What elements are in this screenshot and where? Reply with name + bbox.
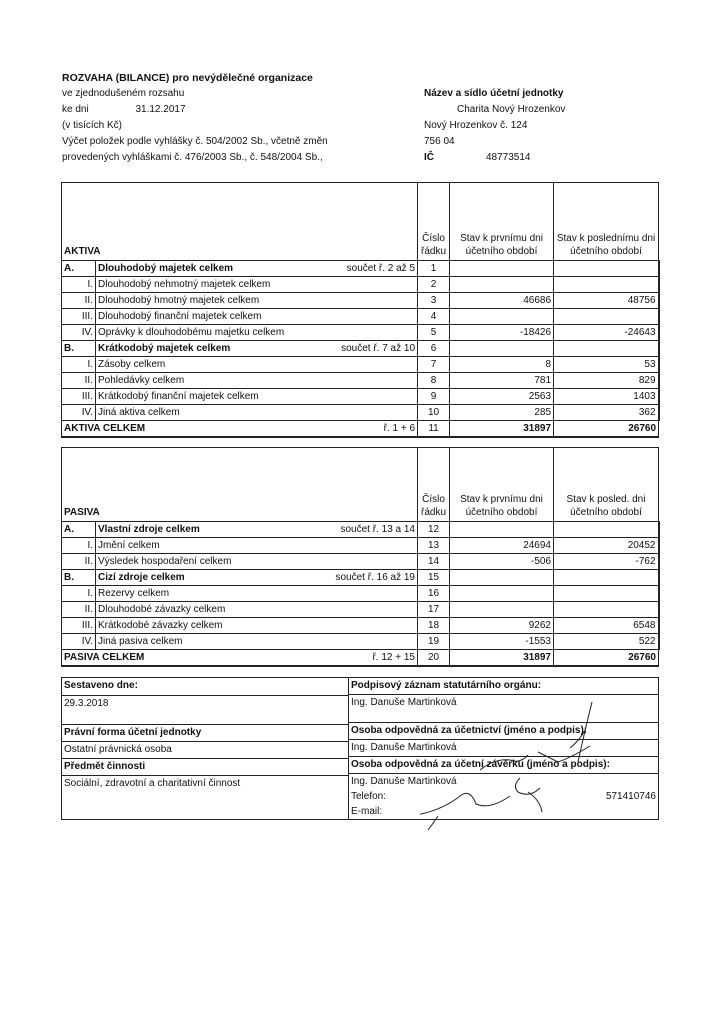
row-first-value xyxy=(450,309,554,325)
row-label xyxy=(96,293,418,309)
row-first-value: 781 xyxy=(450,373,554,389)
row-number: 16 xyxy=(418,586,450,602)
closing-value: Ing. Danuše Martinková xyxy=(351,776,457,787)
aktiva-table xyxy=(61,182,660,438)
row-last-value: 53 xyxy=(554,357,659,373)
entity-street: Nový Hrozenkov č. 124 xyxy=(424,120,528,131)
total-label-text: PASIVA CELKEM xyxy=(64,652,145,663)
pasiva-col-first: Stav k prvnímu dni účetního období xyxy=(450,448,554,522)
row-number: 6 xyxy=(418,341,450,357)
row-code: II. xyxy=(62,293,96,309)
pasiva-row xyxy=(62,522,659,538)
legal-form-label-text: Právní forma účetní jednotky xyxy=(64,727,202,738)
aktiva-row xyxy=(62,341,659,357)
aktiva-col-first: Stav k prvnímu dni účetního období xyxy=(450,183,554,261)
row-number: 14 xyxy=(418,554,450,570)
activity-label-text: Předmět činnosti xyxy=(64,761,146,772)
row-number: 8 xyxy=(418,373,450,389)
row-number: 7 xyxy=(418,357,450,373)
row-last-value xyxy=(554,586,659,602)
phone-line xyxy=(349,789,658,804)
aktiva-col-last: Stav k poslednímu dni účetního období xyxy=(554,183,659,261)
row-label xyxy=(96,538,418,554)
row-code: II. xyxy=(62,373,96,389)
row-code: I. xyxy=(62,357,96,373)
statutory-value: Ing. Danuše Martinková xyxy=(349,695,658,723)
closing-label-text: Osoba odpovědná za účetní závěrku (jméno a podpis): xyxy=(351,759,610,770)
row-number: 17 xyxy=(418,602,450,618)
row-label xyxy=(96,357,418,373)
aktiva-row xyxy=(62,357,659,373)
row-first-value: 24694 xyxy=(450,538,554,554)
row-code: II. xyxy=(62,554,96,570)
pasiva-total-row xyxy=(62,650,659,667)
aktiva-title: AKTIVA xyxy=(62,183,418,261)
row-label-text: Dlouhodobý majetek celkem xyxy=(98,263,234,274)
legal-form-value: Ostatní právnická osoba xyxy=(62,742,348,759)
row-last-value xyxy=(554,602,659,618)
aktiva-row xyxy=(62,373,659,389)
statutory-label-text: Podpisový záznam statutárního orgánu: xyxy=(351,680,542,691)
row-last-value: -24643 xyxy=(554,325,659,341)
activity-value: Sociální, zdravotní a charitativní činnost xyxy=(64,778,241,789)
row-code: IV. xyxy=(62,405,96,421)
row-first-value: 2563 xyxy=(450,389,554,405)
row-first-value xyxy=(450,602,554,618)
compiled-label xyxy=(62,678,348,696)
row-last-value: 48756 xyxy=(554,293,659,309)
phone-value: 571410746 xyxy=(605,791,656,802)
document-title: ROZVAHA (BILANCE) pro nevýdělečné organizace xyxy=(62,72,313,84)
row-last-value: 522 xyxy=(554,634,659,650)
row-code: IV. xyxy=(62,634,96,650)
ic-label: IČ xyxy=(424,152,434,163)
row-code: A. xyxy=(62,522,96,538)
pasiva-total-label xyxy=(62,650,418,667)
row-code: III. xyxy=(62,309,96,325)
row-label-text: Rezervy celkem xyxy=(98,588,170,599)
row-last-value: 20452 xyxy=(554,538,659,554)
statutory-label xyxy=(349,678,658,695)
total-row-number: 11 xyxy=(418,421,450,438)
row-label-text: Jmění celkem xyxy=(98,540,160,551)
aktiva-row xyxy=(62,261,659,277)
row-last-value xyxy=(554,341,659,357)
row-label-text: Dlouhodobý nehmotný majetek celkem xyxy=(98,279,271,290)
aktiva-row xyxy=(62,405,659,421)
row-label xyxy=(96,602,418,618)
row-number: 4 xyxy=(418,309,450,325)
row-code: A. xyxy=(62,261,96,277)
row-label-text: Krátkodobý finanční majetek celkem xyxy=(98,391,259,402)
aktiva-total-label xyxy=(62,421,418,438)
pasiva-row xyxy=(62,554,659,570)
row-label xyxy=(96,341,418,357)
row-first-value: -506 xyxy=(450,554,554,570)
row-last-value xyxy=(554,261,659,277)
row-label-text: Krátkodobý majetek celkem xyxy=(98,343,231,354)
row-label-text: Výsledek hospodaření celkem xyxy=(98,556,232,567)
row-number: 19 xyxy=(418,634,450,650)
row-first-value xyxy=(450,522,554,538)
date-label: ke dni xyxy=(62,104,89,115)
pasiva-body xyxy=(62,522,659,667)
pasiva-row xyxy=(62,618,659,634)
row-label-text: Cizí zdroje celkem xyxy=(98,572,185,583)
total-first-value: 31897 xyxy=(450,421,554,438)
row-number: 13 xyxy=(418,538,450,554)
aktiva-body xyxy=(62,261,659,438)
row-first-value: 285 xyxy=(450,405,554,421)
row-label-text: Pohledávky celkem xyxy=(98,375,185,386)
row-note: součet ř. 7 až 10 xyxy=(341,343,416,354)
row-first-value: -18426 xyxy=(450,325,554,341)
pasiva-col-last: Stav k posled. dni účetního období xyxy=(554,448,659,522)
aktiva-row xyxy=(62,389,659,405)
pasiva-col-row: Číslo řádku xyxy=(418,448,450,522)
closing-label xyxy=(349,757,658,774)
row-label-text: Zásoby celkem xyxy=(98,359,166,370)
total-note: ř. 1 + 6 xyxy=(383,423,416,434)
right-sign-column xyxy=(349,678,658,819)
aktiva-row xyxy=(62,325,659,341)
row-first-value: -1553 xyxy=(450,634,554,650)
aktiva-col-row: Číslo řádku xyxy=(418,183,450,261)
row-number: 18 xyxy=(418,618,450,634)
row-number: 9 xyxy=(418,389,450,405)
aktiva-total-row xyxy=(62,421,659,438)
row-first-value xyxy=(450,570,554,586)
row-last-value xyxy=(554,309,659,325)
row-label-text: Krátkodobé závazky celkem xyxy=(98,620,223,631)
row-label xyxy=(96,618,418,634)
row-first-value xyxy=(450,586,554,602)
row-label xyxy=(96,634,418,650)
row-code: I. xyxy=(62,538,96,554)
row-last-value xyxy=(554,522,659,538)
row-label xyxy=(96,586,418,602)
pasiva-row xyxy=(62,634,659,650)
row-first-value xyxy=(450,277,554,293)
entity-zip: 756 04 xyxy=(424,136,455,147)
entity-title: Název a sídlo účetní jednotky xyxy=(424,88,564,99)
row-number: 10 xyxy=(418,405,450,421)
compiled-label-text: Sestaveno dne: xyxy=(64,680,138,691)
row-code: III. xyxy=(62,618,96,634)
left-info-column xyxy=(62,678,349,819)
row-note: součet ř. 16 až 19 xyxy=(335,572,415,583)
row-last-value: 6548 xyxy=(554,618,659,634)
aktiva-header-row xyxy=(62,183,659,261)
row-number: 2 xyxy=(418,277,450,293)
row-label xyxy=(96,405,418,421)
decree-line-1: Výčet položek podle vyhlášky č. 504/2002 Sb., včetně změn xyxy=(62,136,328,147)
row-first-value xyxy=(450,341,554,357)
signature-block xyxy=(61,677,659,820)
row-code: II. xyxy=(62,602,96,618)
row-number: 5 xyxy=(418,325,450,341)
date-line xyxy=(62,102,362,118)
row-label xyxy=(96,325,418,341)
row-label xyxy=(96,261,418,277)
total-note: ř. 12 + 15 xyxy=(372,652,415,663)
row-last-value: 362 xyxy=(554,405,659,421)
row-last-value xyxy=(554,570,659,586)
total-first-value: 31897 xyxy=(450,650,554,667)
row-note: součet ř. 13 a 14 xyxy=(340,524,415,535)
accounting-value: Ing. Danuše Martinková xyxy=(349,740,658,757)
document-header xyxy=(62,70,362,166)
row-label-text: Vlastní zdroje celkem xyxy=(98,524,200,535)
row-code: I. xyxy=(62,586,96,602)
row-last-value: -762 xyxy=(554,554,659,570)
row-label-text: Oprávky k dlouhodobému majetku celkem xyxy=(98,327,285,338)
aktiva-row xyxy=(62,309,659,325)
row-label xyxy=(96,373,418,389)
row-label xyxy=(96,522,418,538)
entity-name: Charita Nový Hrozenkov xyxy=(457,104,566,115)
pasiva-header-row xyxy=(62,448,659,522)
aktiva-row xyxy=(62,293,659,309)
row-code: B. xyxy=(62,341,96,357)
row-label-text: Jiná pasiva celkem xyxy=(98,636,183,647)
row-first-value: 8 xyxy=(450,357,554,373)
row-label xyxy=(96,277,418,293)
row-code: B. xyxy=(62,570,96,586)
total-last-value: 26760 xyxy=(554,650,659,667)
pasiva-table xyxy=(61,447,660,667)
pasiva-row xyxy=(62,586,659,602)
row-number: 3 xyxy=(418,293,450,309)
total-label-text: AKTIVA CELKEM xyxy=(64,423,146,434)
row-label xyxy=(96,554,418,570)
legal-form-label xyxy=(62,725,348,742)
row-label xyxy=(96,389,418,405)
row-number: 1 xyxy=(418,261,450,277)
row-number: 15 xyxy=(418,570,450,586)
ic-line xyxy=(424,150,584,166)
row-number: 12 xyxy=(418,522,450,538)
total-row-number: 20 xyxy=(418,650,450,667)
row-code: IV. xyxy=(62,325,96,341)
phone-label: Telefon: xyxy=(351,791,387,802)
total-last-value: 26760 xyxy=(554,421,659,438)
row-last-value xyxy=(554,277,659,293)
row-note: součet ř. 2 až 5 xyxy=(346,263,416,274)
entity-block xyxy=(424,86,584,166)
date-value: 31.12.2017 xyxy=(135,104,186,115)
row-label-text: Jiná aktiva celkem xyxy=(98,407,180,418)
row-label-text: Dlouhodobé závazky celkem xyxy=(98,604,226,615)
pasiva-title: PASIVA xyxy=(62,448,418,522)
row-label xyxy=(96,309,418,325)
activity-label xyxy=(62,759,348,776)
compiled-value: 29.3.2018 xyxy=(62,696,348,725)
row-first-value xyxy=(450,261,554,277)
pasiva-row xyxy=(62,602,659,618)
row-label-text: Dlouhodobý finanční majetek celkem xyxy=(98,311,262,322)
email-label: E-mail: xyxy=(351,806,383,817)
row-label xyxy=(96,570,418,586)
accounting-label-text: Osoba odpovědná za účetnictví (jméno a podpis): xyxy=(351,725,588,736)
row-code: III. xyxy=(62,389,96,405)
row-code: I. xyxy=(62,277,96,293)
units-line: (v tisících Kč) xyxy=(62,120,123,131)
email-line xyxy=(349,804,658,819)
ic-value: 48773514 xyxy=(486,152,531,163)
pasiva-row xyxy=(62,570,659,586)
accounting-label xyxy=(349,723,658,740)
row-label-text: Dlouhodobý hmotný majetek celkem xyxy=(98,295,260,306)
decree-line-2: provedených vyhláškami č. 476/2003 Sb., č. 548/2004 Sb., xyxy=(62,152,323,163)
row-last-value: 829 xyxy=(554,373,659,389)
pasiva-row xyxy=(62,538,659,554)
row-first-value: 46686 xyxy=(450,293,554,309)
row-first-value: 9262 xyxy=(450,618,554,634)
aktiva-row xyxy=(62,277,659,293)
scope-line: ve zjednodušeném rozsahu xyxy=(62,88,185,99)
row-last-value: 1403 xyxy=(554,389,659,405)
